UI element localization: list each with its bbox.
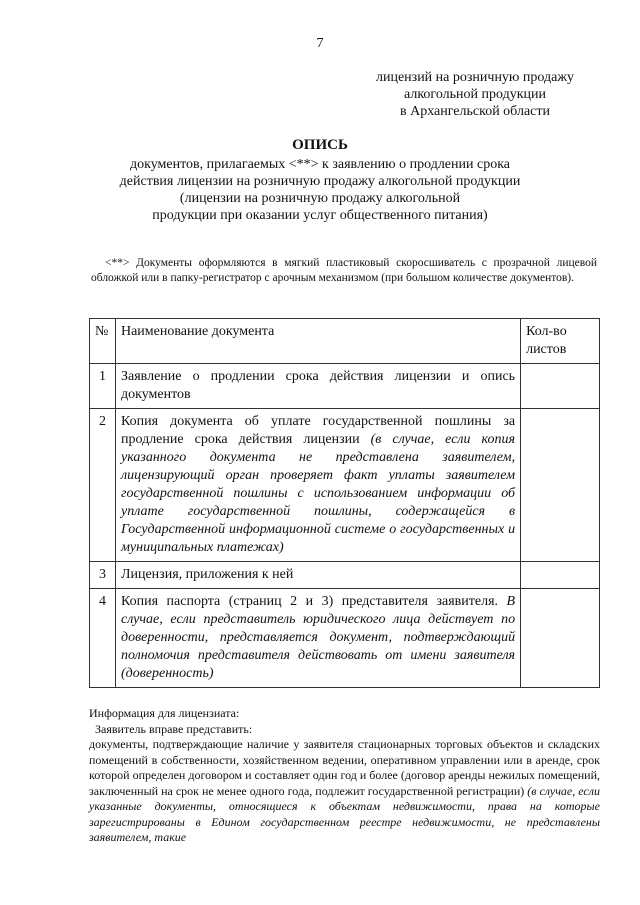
header-line-1: лицензий на розничную продажу <box>375 70 574 85</box>
row-sheet-count <box>521 562 600 589</box>
row-number: 3 <box>90 562 116 589</box>
info-heading: Информация для лицензиата: <box>89 706 240 720</box>
table-row <box>90 364 600 409</box>
info-paragraph <box>89 737 600 846</box>
row-italic-text: (в случае, если копия указанного документа не представлена заявителем, лицензирующий орган проверяет факт уплаты заявителем государственной пошлины с использованием информации об уплате государственной пошлины, содержащейся в Государственной информационной системе о государственных и муниципальных платежах) <box>120 432 516 555</box>
header-line-2: алкогольной продукции <box>404 87 546 102</box>
table-row <box>90 562 600 589</box>
row-document-name <box>115 409 520 562</box>
table-row <box>90 409 600 562</box>
licensee-information <box>89 706 600 846</box>
document-header <box>330 69 620 120</box>
header-sheet-count: Кол-во листов <box>521 319 600 364</box>
row-number: 4 <box>90 589 116 688</box>
documents-table <box>89 318 600 688</box>
subtitle-line-4: продукции при оказании услуг общественного питания) <box>152 208 488 223</box>
row-text: Заявление о продлении срока действия лицензии и опись документов <box>120 369 516 402</box>
row-document-name <box>115 364 520 409</box>
row-number: 2 <box>90 409 116 562</box>
header-line-3: в Архангельской области <box>400 104 550 119</box>
info-paragraph-text: документы, подтверждающие наличие у заявителя стационарных торговых объектов и складских помещений в собственности, хозяйственном ведении, оперативном управлении или в аренде, срок которой определен договором и составляет один год и более (договор аренды нежилых помещений, заключенный на срок не менее одного года, подлежит государственной регистрации) <box>89 737 600 798</box>
table-header-row <box>90 319 600 364</box>
row-sheet-count <box>521 409 600 562</box>
note-text: <**> Документы оформляются в мягкий пластиковый скоросшиватель с прозрачной лицевой обложкой или в папку-регистратор с арочным механизмом (при большом количестве документов). <box>91 257 597 284</box>
row-document-name <box>115 562 520 589</box>
info-paragraph-italic: (в случае, если указанные документы, относящиеся к объектам недвижимости, права на которые зарегистрированы в Едином государственном реестре недвижимости, не представлены заявителем, такие <box>89 783 600 844</box>
row-italic-text: В случае, если представитель юридического лица действует по доверенности, представляется документ, подтверждающий полномочия представителя действовать от имени заявителя (доверенность) <box>120 594 516 681</box>
row-number: 1 <box>90 364 116 409</box>
footnote-note <box>91 256 597 286</box>
document-title: ОПИСЬ <box>292 137 348 153</box>
row-text: Копия документа об уплате государственной пошлины за продление срока действия лицензии <box>120 414 516 447</box>
info-line-2: Заявитель вправе представить: <box>95 721 253 736</box>
subtitle-line-1: документов, прилагаемых <**> к заявлению о продлении срока <box>129 157 511 172</box>
subtitle-line-3: (лицензии на розничную продажу алкогольной <box>179 191 461 206</box>
row-sheet-count <box>521 364 600 409</box>
row-document-name <box>115 589 520 688</box>
page-number: 7 <box>316 36 324 51</box>
row-sheet-count <box>521 589 600 688</box>
header-number: № <box>90 319 116 364</box>
table-row <box>90 589 600 688</box>
row-text: Копия паспорта (страниц 2 и 3) представителя заявителя. <box>120 594 507 609</box>
row-text: Лицензия, приложения к ней <box>120 567 294 582</box>
document-subtitle <box>60 156 580 224</box>
header-document-name: Наименование документа <box>115 319 520 364</box>
subtitle-line-2: действия лицензии на розничную продажу алкогольной продукции <box>119 174 521 189</box>
